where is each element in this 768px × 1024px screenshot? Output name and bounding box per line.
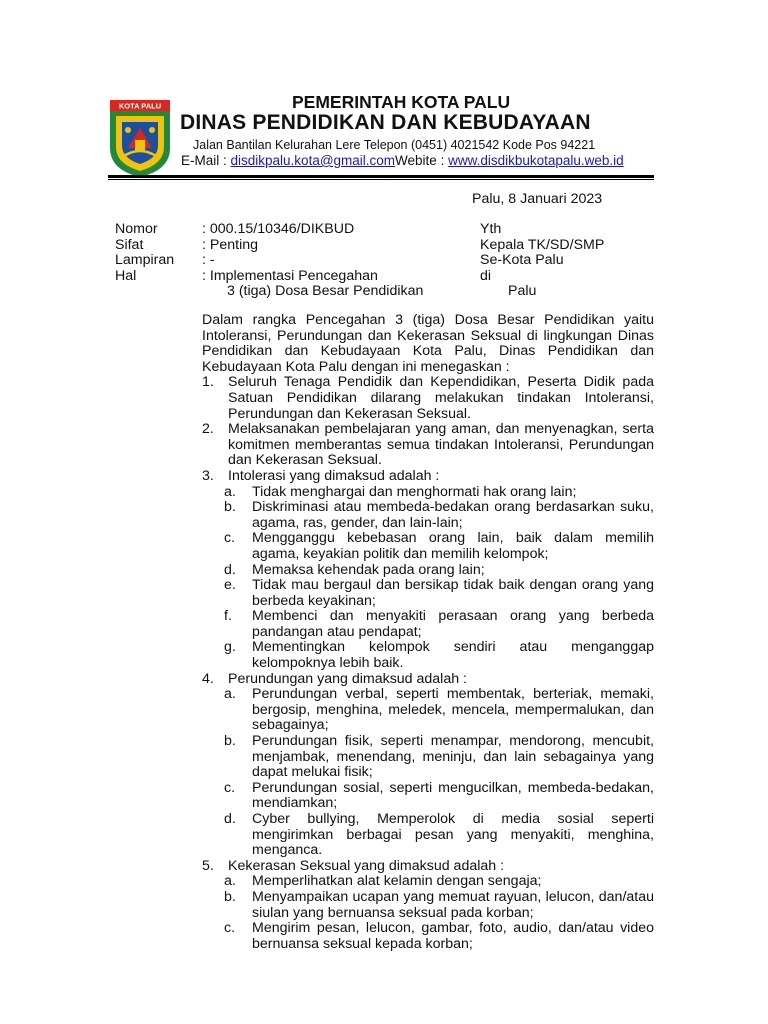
logo-label: KOTA PALU — [118, 101, 162, 111]
header-rule-thin — [108, 179, 654, 180]
office-address: Jalan Bantilan Kelurahan Lere Telepon (0451) 4021542 Kode Pos 94221 — [193, 138, 596, 152]
sub-item: b. Menyampaikan ucapan yang memuat rayuan, lelucon, dan/atau siulan yang bernuansa seksual pada korban; — [224, 888, 654, 921]
meta-nomor: Nomor : 000.15/10346/DIKBUD — [115, 221, 355, 237]
email-link[interactable]: disdikpalu.kota@gmail.com — [230, 153, 396, 168]
recipient-scope: Se-Kota Palu — [480, 252, 564, 268]
header-rule — [108, 175, 654, 178]
recipient-salutation: Yth — [480, 221, 502, 237]
sub-item: c. Perundungan sosial, seperti mengucilkan, membeda-bedakan, mendiamkan; — [224, 779, 654, 812]
department-name: DINAS PENDIDIKAN DAN KEBUDAYAAN — [180, 111, 591, 134]
government-name: PEMERINTAH KOTA PALU — [292, 92, 511, 112]
sub-item: e. Tidak mau bergaul dan bersikap tidak baik dengan orang yang berbeda keyakinan; — [224, 577, 654, 609]
meta-sifat: Sifat : Penting — [115, 236, 259, 253]
recipient-title: Kepala TK/SD/SMP — [480, 236, 605, 253]
perundungan-sublist — [202, 687, 654, 859]
website-link[interactable]: www.disdikbukotapalu.web.id — [448, 153, 624, 168]
sub-item: c. Mengganggu kebebasan orang lain, baik dalam memilih agama, keyakian politik dan memilih kelompok; — [224, 530, 654, 562]
kekerasan-sublist — [202, 874, 654, 952]
list-item: 4. Perundungan yang dimaksud adalah : — [202, 670, 467, 687]
sub-item: d. Memaksa kehendak pada orang lain; — [224, 561, 485, 578]
sub-item: a. Perundungan verbal, seperti membentak, berteriak, memaki, bergosip, menghina, meledek, mencela, mempermalukan, dan sebagainya; — [224, 686, 654, 734]
sub-item: b. Perundungan fisik, seperti menampar, mendorong, mencubit, menjambak, menendang, meninju, dan lain sebagainya yang dapat melukai fisik; — [224, 733, 654, 781]
sub-item: f. Membenci dan menyakiti perasaan orang yang berbeda pandangan atau pendapat; — [224, 608, 654, 640]
sub-item: a. Memperlihatkan alat kelamin dengan sengaja; — [224, 873, 542, 890]
email-label: E-Mail : — [181, 153, 231, 168]
meta-hal: Hal : Implementasi Pencegahan — [115, 267, 378, 284]
intro-paragraph: Dalam rangka Pencegahan 3 (tiga) Dosa Besar Pendidikan yaitu Intoleransi, Perundungan dan Kekerasan Seksual di lingkungan Dinas Pendidikan dan Kebudayaan Kota Palu, Dinas Pendidikan dan Kebudayaan Kota Palu dengan ini menegaskan : — [202, 312, 654, 375]
recipient-di: di — [480, 267, 492, 284]
letter-body — [202, 313, 654, 952]
contact-line — [181, 153, 624, 168]
recipient-place: Palu — [508, 283, 537, 299]
list-item: 5. Kekerasan Seksual yang dimaksud adalah : — [202, 857, 505, 874]
list-item: 1. Seluruh Tenaga Pendidik dan Kependidikan, Peserta Didik pada Satuan Pendidikan dilarang melakukan tindakan Intoleransi, Perundungan dan Kekerasan Seksual. — [202, 374, 654, 422]
meta-hal-continued: 3 (tiga) Dosa Besar Pendidikan — [227, 283, 424, 299]
sub-item: g. Mementingkan kelompok sendiri atau menganggap kelompoknya lebih baik. — [224, 639, 654, 672]
meta-lampiran: Lampiran : - — [115, 252, 215, 268]
intoleransi-sublist — [202, 485, 654, 672]
letter-metadata — [115, 222, 423, 300]
sub-item: b. Diskriminasi atau membeda-bedakan orang berdasarkan suku, agama, ras, gender, dan lain-lain; — [224, 499, 654, 531]
letter-date: Palu, 8 Januari 2023 — [472, 191, 603, 207]
website-label: Webite : — [395, 153, 449, 168]
sub-item: d. Cyber bullying, Memperolok di media sosial seperti mengirimkan berbagai pesan yang menyakiti, menghina, menganca. — [224, 811, 654, 859]
sub-item: a. Tidak menghargai dan menghormati hak orang lain; — [224, 483, 577, 500]
recipient-block — [480, 222, 604, 300]
kota-palu-logo — [108, 100, 172, 178]
list-item: 3. Intolerasi yang dimaksud adalah : — [202, 467, 440, 484]
sub-item: c. Mengirim pesan, lelucon, gambar, foto, audio, dan/atau video bernuansa seksual kepada korban; — [224, 920, 654, 952]
list-item: 2. Melaksanakan pembelajaran yang aman, dan menyenagkan, serta komitmen memberantas semua tindakan Intoleransi, Perundungan dan Kekerasan Seksual. — [202, 421, 654, 469]
